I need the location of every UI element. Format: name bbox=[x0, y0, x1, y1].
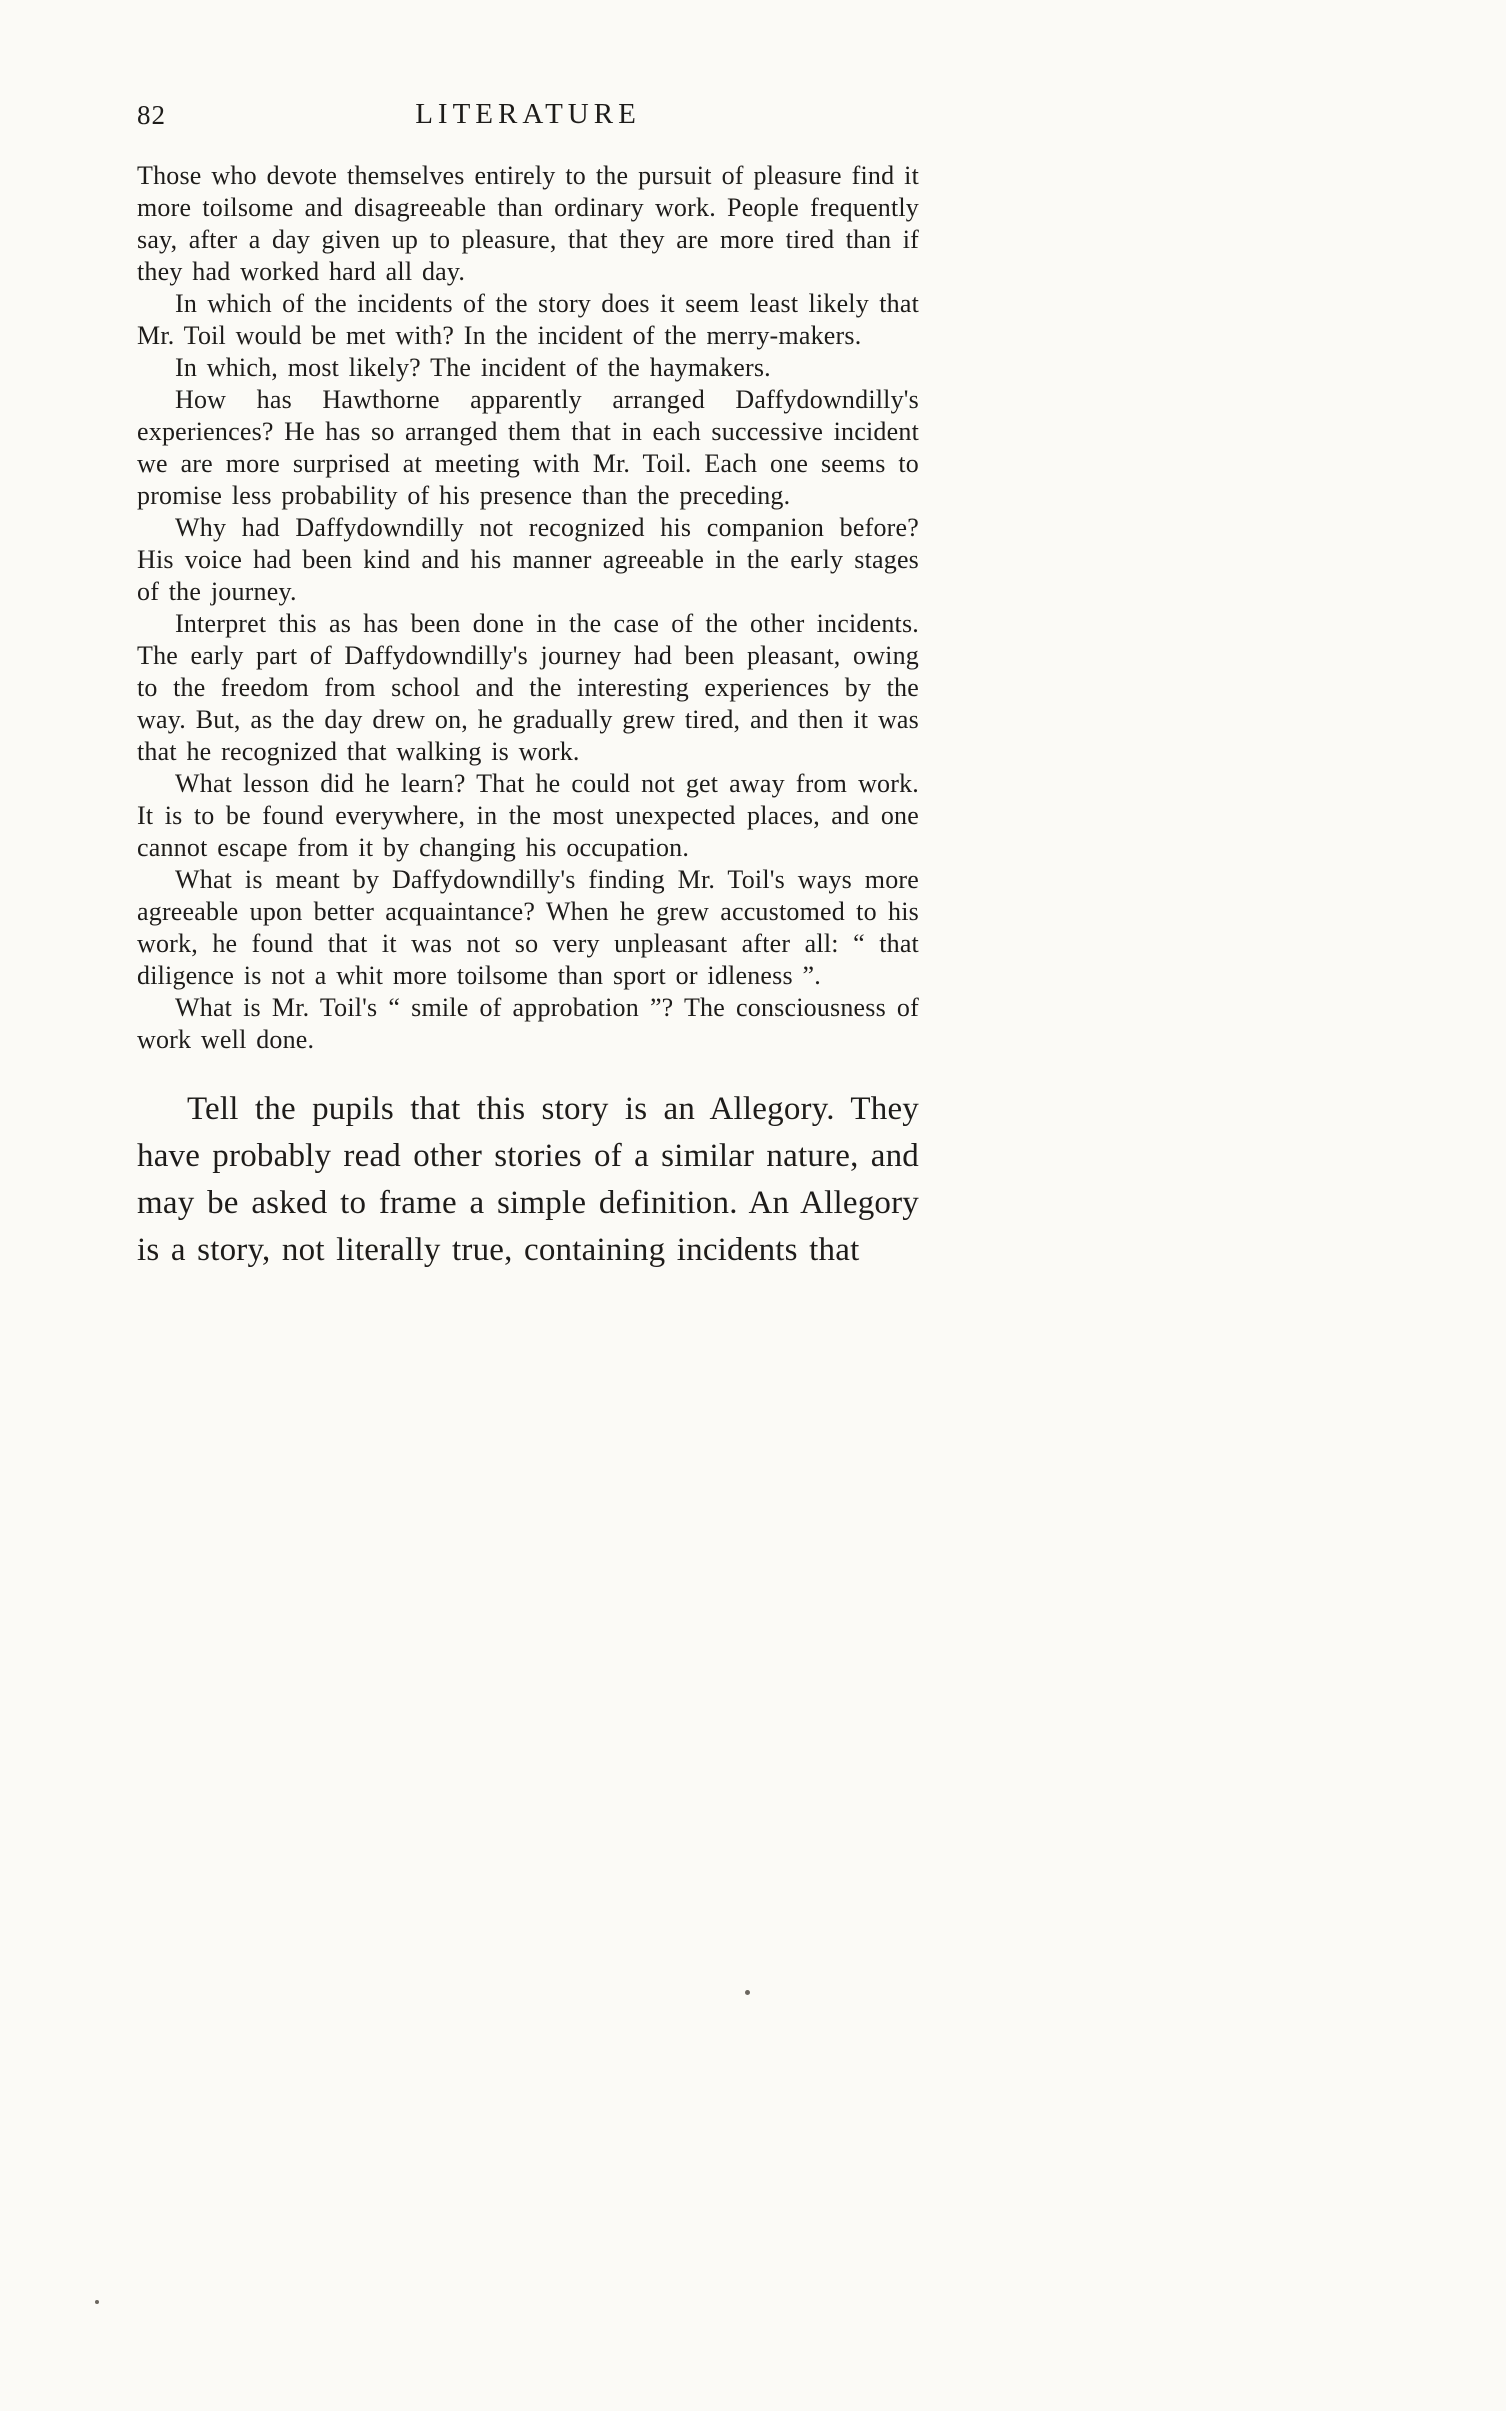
scan-artifact-dot bbox=[745, 1990, 750, 1995]
paragraph: What is Mr. Toil's “ smile of approbation ”? The consciousness of work well done. bbox=[137, 993, 919, 1054]
scan-artifact-dot bbox=[95, 2300, 99, 2304]
paragraph: In which, most likely? The incident of the haymakers. bbox=[175, 353, 771, 382]
paragraph: Tell the pupils that this story is an Allegory. They have probably read other stories of a similar nature, and may be asked to frame a simple definition. An Allegory is a story, not literally true, containing incidents that bbox=[137, 1091, 919, 1268]
paragraph: What lesson did he learn? That he could not get away from work. It is to be found everywhere, in the most unexpected places, and one cannot escape from it by changing his occupation. bbox=[137, 769, 919, 862]
paragraph: How has Hawthorne apparently arranged Daffydowndilly's experiences? He has so arranged them that in each successive incident we are more surprised at meeting with Mr. Toil. Each one seems to promise less probability of his presence than the preceding. bbox=[137, 385, 919, 510]
paragraph: In which of the incidents of the story does it seem least likely that Mr. Toil would be met with? In the incident of the merry-makers. bbox=[137, 289, 919, 350]
paragraph: Interpret this as has been done in the case of the other incidents. The early part of Daffydowndilly's journey had been pleasant, owing to the freedom from school and the interesting experiences by the way. But, as the day drew on, he gradually grew tired, and then it was that he recognized that walking is work. bbox=[137, 609, 919, 766]
page-header bbox=[137, 98, 919, 138]
paragraph: Those who devote themselves entirely to the pursuit of pleasure find it more toilsome and disagreeable than ordinary work. People frequently say, after a day given up to pleasure, that they are more tired than if they had worked hard all day. bbox=[137, 161, 919, 286]
page-number: 82 bbox=[137, 100, 166, 130]
text-block bbox=[137, 160, 919, 1274]
running-title: LITERATURE bbox=[415, 98, 641, 130]
paragraph: What is meant by Daffydowndilly's finding Mr. Toil's ways more agreeable upon better acquaintance? When he grew accustomed to his work, he found that it was not so very unpleasant after all: “ that diligence is not a whit more toilsome than sport or idleness ”. bbox=[137, 865, 919, 990]
paragraph: Why had Daffydowndilly not recognized his companion before? His voice had been kind and his manner agreeable in the early stages of the journey. bbox=[137, 513, 919, 606]
